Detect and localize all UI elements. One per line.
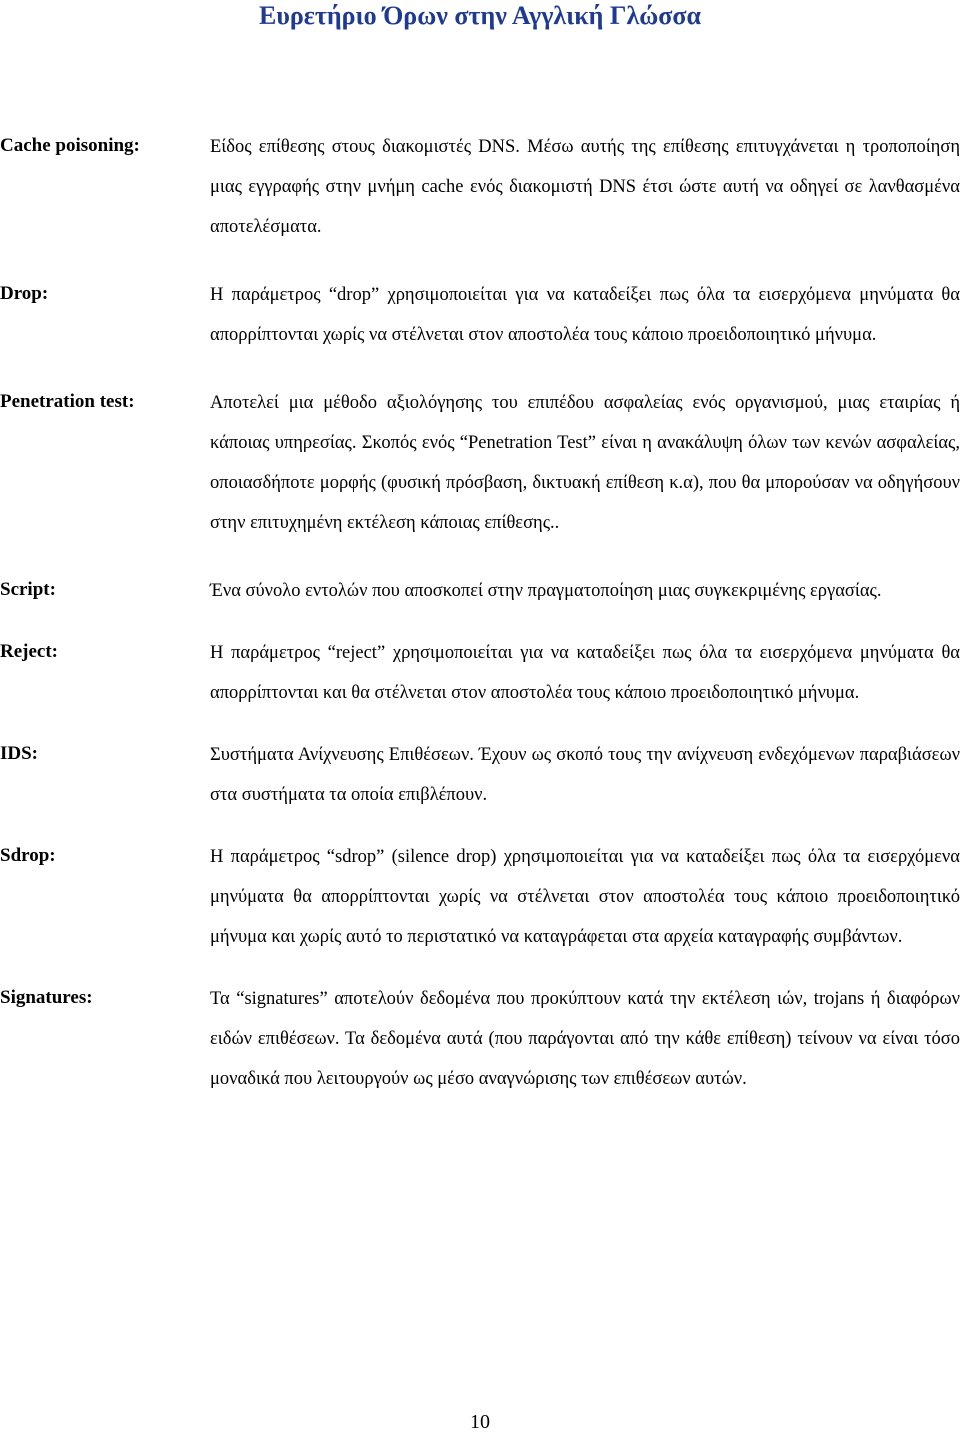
glossary-entry-penetration-test [0,383,960,543]
glossary-term: Drop: [0,283,49,304]
glossary-entry-script [0,571,960,611]
glossary-definition: Συστήματα Ανίχνευσης Επιθέσεων. Έχουν ως σκοπό τους την ανίχνευση ενδεχόμενων παραβιάσεων στα συστήματα τα οποία επιβλέπουν. [210,745,960,805]
glossary-definition: Ένα σύνολο εντολών που αποσκοπεί στην πραγματοποίηση μιας συγκεκριμένης εργασίας. [210,581,882,601]
glossary-entry-ids [0,735,960,815]
glossary-entry-cache-poisoning [0,127,960,247]
page-title: Ευρετήριο Όρων στην Αγγλική Γλώσσα [258,1,702,30]
page-number: 10 [470,1411,490,1433]
glossary-definition: Η παράμετρος “reject” χρησιμοποιείται για να καταδείξει πως όλα τα εισερχόμενα μηνύματα θα απορρίπτονται και θα στέλνεται στον αποστολέα τους κάποιο προειδοποιητικό μήνυμα. [210,643,960,703]
glossary-entry-reject [0,633,960,713]
glossary-definition: Αποτελεί μια μέθοδο αξιολόγησης του επιπέδου ασφαλείας ενός οργανισμού, μιας εταιρίας ή κάποιας υπηρεσίας. Σκοπός ενός “Penetration Test” είναι η ανακάλυψη όλων των κενών ασφαλείας, οποιασδήποτε μορφής (φυσική πρόσβαση, δικτυακή επίθεση κ.α), που θα μπορούσαν να οδηγήσουν στην επιτυχημένη εκτέλεση κάποιας επίθεσης.. [210,393,960,533]
glossary-term: Penetration test: [0,391,135,412]
glossary-term: IDS: [0,743,39,764]
glossary-term: Cache poisoning: [0,135,140,156]
glossary-term: Signatures: [0,987,93,1008]
glossary-term: Sdrop: [0,845,56,866]
glossary-definition: Η παράμετρος “drop” χρησιμοποιείται για να καταδείξει πως όλα τα εισερχόμενα μηνύματα θα απορρίπτονται χωρίς να στέλνεται στον αποστολέα τους κάποιο προειδοποιητικό μήνυμα. [210,285,960,345]
glossary-definition: Είδος επίθεσης στους διακομιστές DNS. Μέσω αυτής της επίθεσης επιτυγχάνεται η τροποποίηση μιας εγγραφής στην μνήμη cache ενός διακομιστή DNS έτσι ώστε αυτή να οδηγεί σε λανθασμένα αποτελέσματα. [210,137,960,237]
glossary-term: Script: [0,579,56,600]
glossary [0,127,960,1099]
glossary-entry-drop [0,275,960,355]
glossary-definition: Τα “signatures” αποτελούν δεδομένα που προκύπτουν κατά την εκτέλεση ιών, trojans ή διαφόρων ειδών επιθέσεων. Τα δεδομένα αυτά (που παράγονται από την κάθε επίθεση) τείνουν να είναι τόσο μοναδικά που λειτουργούν ως μέσο αναγνώρισης των επιθέσεων αυτών. [210,989,960,1089]
glossary-entry-sdrop [0,837,960,957]
glossary-term: Reject: [0,641,59,662]
glossary-entry-signatures [0,979,960,1099]
glossary-definition: Η παράμετρος “sdrop” (silence drop) χρησιμοποιείται για να καταδείξει πως όλα τα εισερχόμενα μηνύματα θα απορρίπτονται χωρίς να στέλνεται στον αποστολέα τους κάποιο προειδοποιητικό μήνυμα και χωρίς αυτό το περιστατικό να καταγράφεται στα αρχεία καταγραφής συμβάντων. [210,847,960,947]
